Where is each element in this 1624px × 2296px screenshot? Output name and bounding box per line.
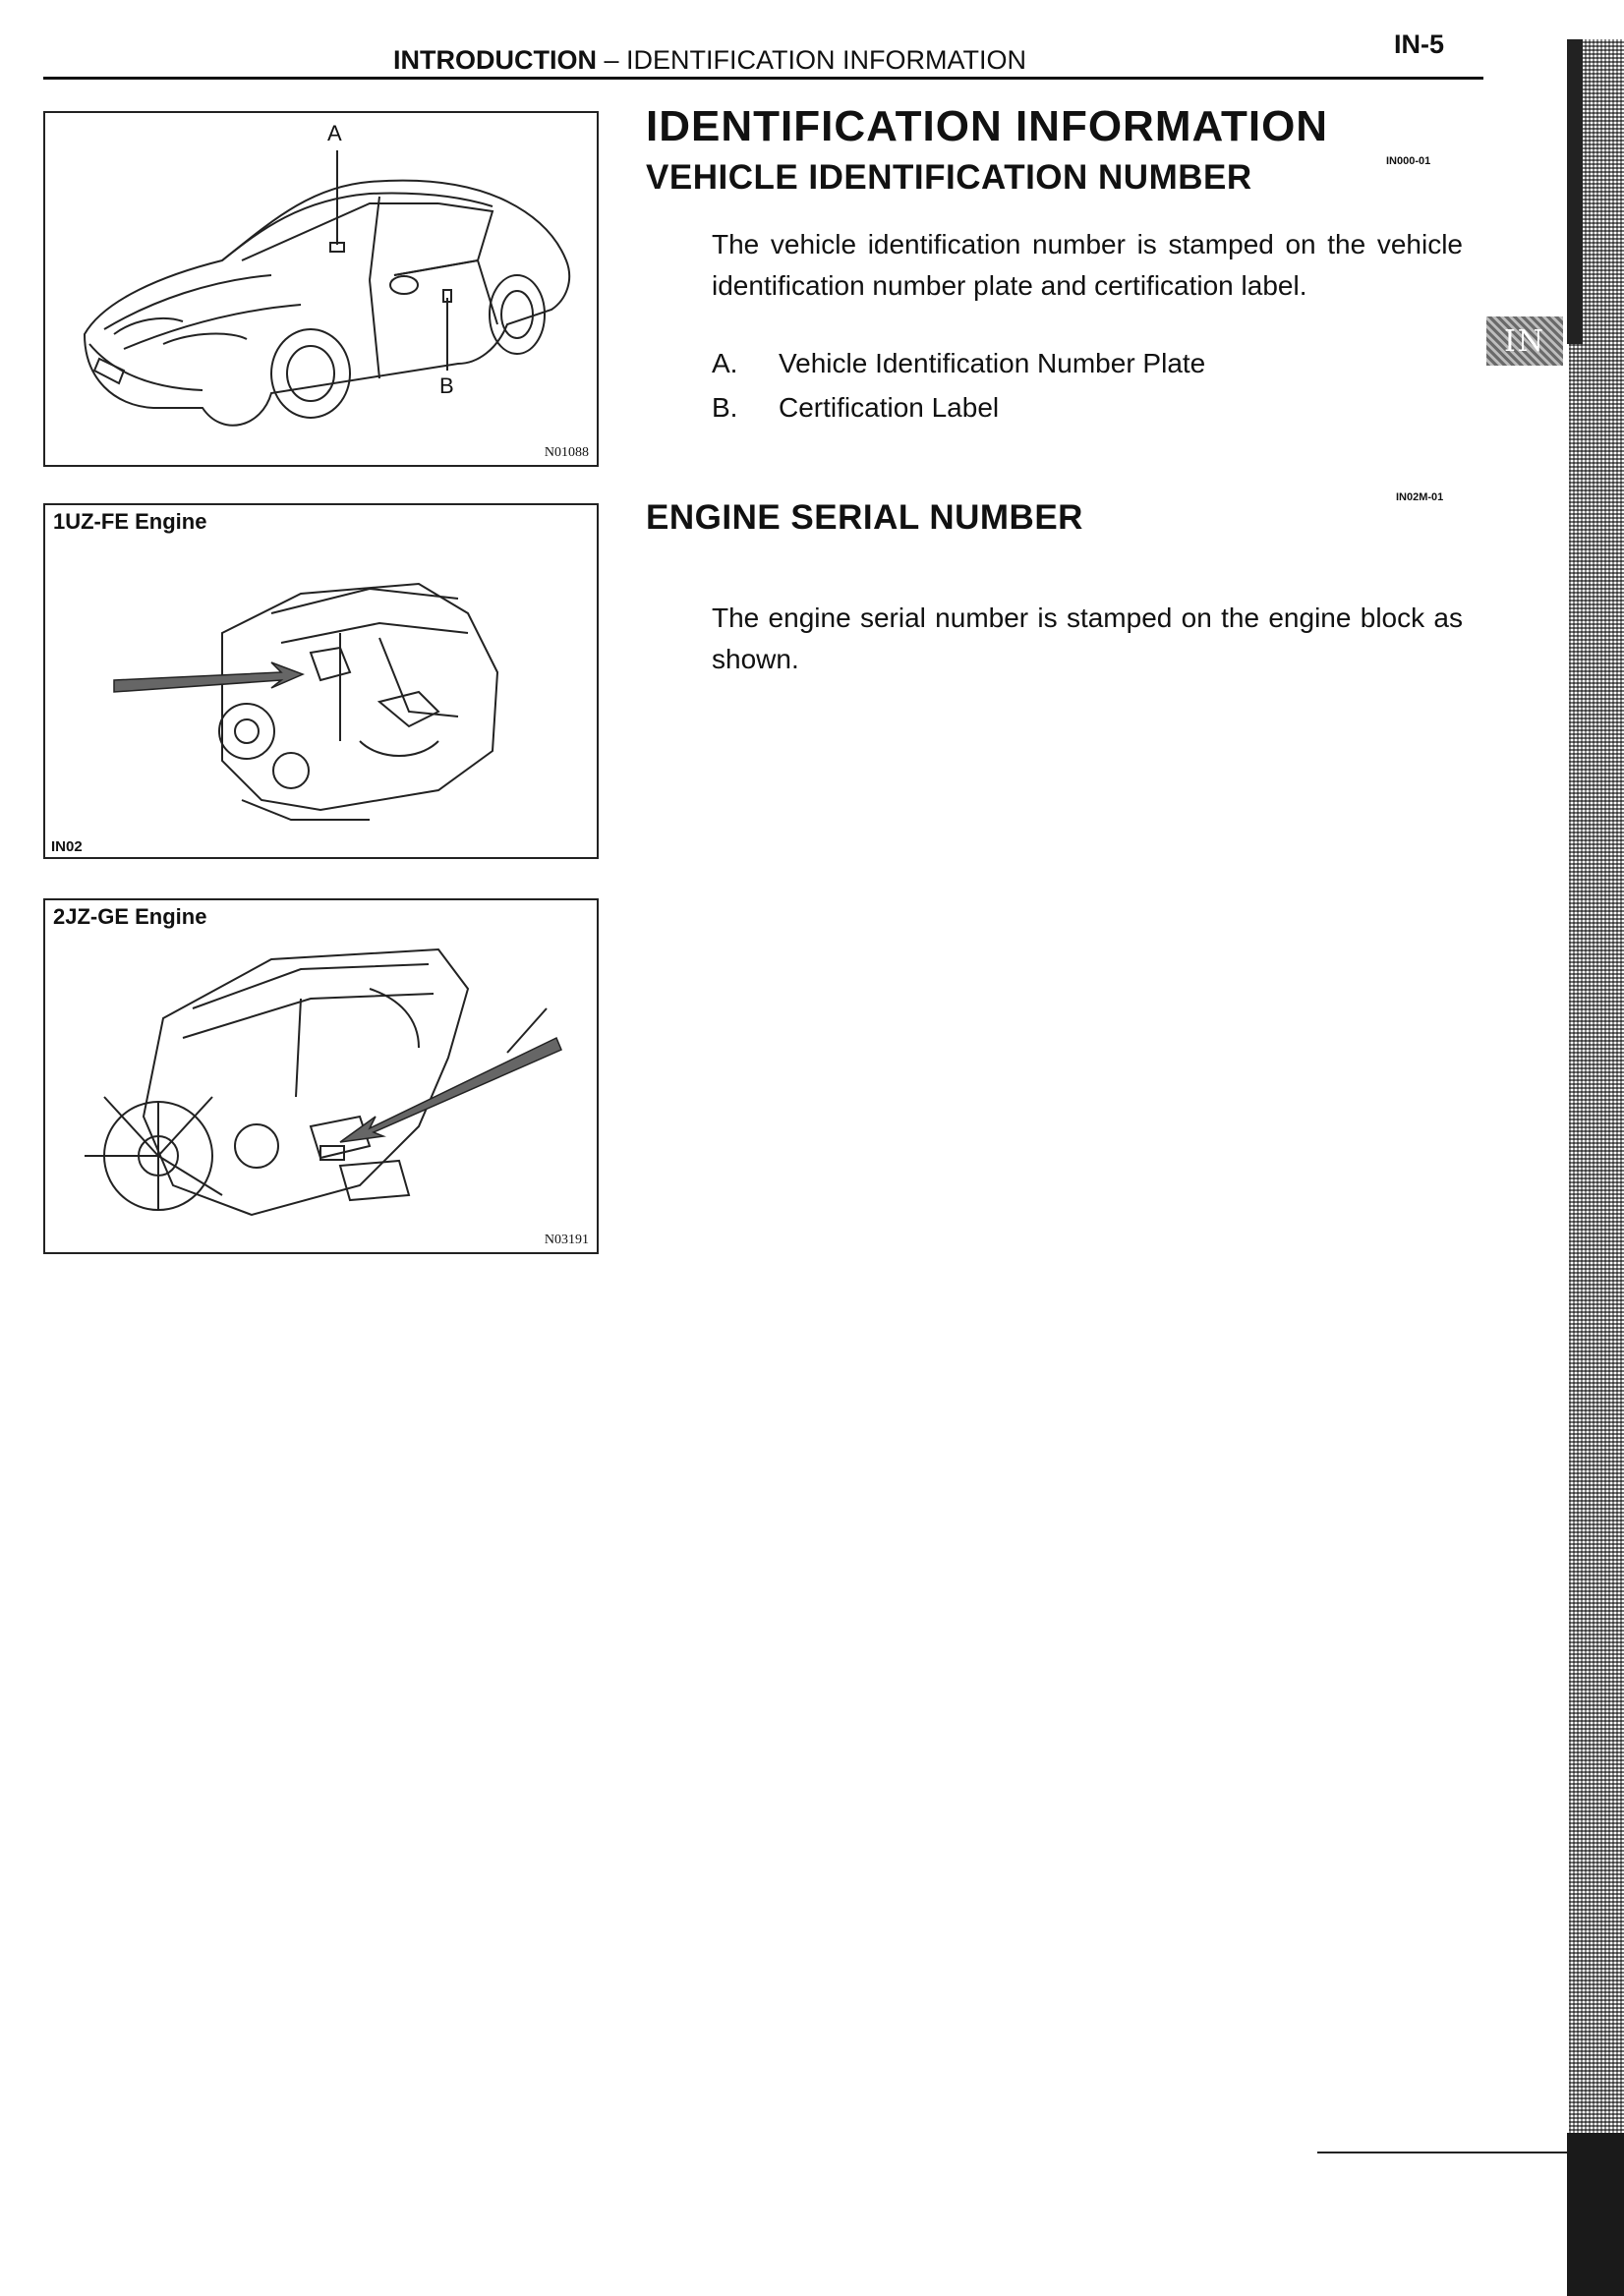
figure-code: N03191 bbox=[544, 1233, 589, 1247]
engine-serial-heading: ENGINE SERIAL NUMBER bbox=[646, 498, 1083, 537]
vin-paragraph: The vehicle identification number is stamped on the vehicle identification number plate and certification label. bbox=[712, 229, 1463, 301]
engine-2jz-illustration bbox=[45, 900, 597, 1252]
list-item-text: Vehicle Identification Number Plate bbox=[779, 348, 1206, 378]
running-header bbox=[393, 45, 1026, 76]
page-number: IN-5 bbox=[1394, 29, 1445, 59]
header-section: INTRODUCTION bbox=[393, 45, 597, 75]
reference-code: IN000-01 bbox=[1386, 155, 1431, 167]
figure-vehicle bbox=[43, 111, 599, 467]
callout-a: A bbox=[327, 121, 342, 145]
page-edge-bottom-band bbox=[1567, 2133, 1624, 2296]
reference-code: IN02M-01 bbox=[1396, 491, 1444, 503]
header-divider bbox=[43, 77, 1483, 80]
header-subsection: IDENTIFICATION INFORMATION bbox=[626, 45, 1026, 75]
figure-2jz-ge-engine bbox=[43, 898, 599, 1254]
list-item-text: Certification Label bbox=[779, 392, 1000, 423]
engine-serial-paragraph: The engine serial number is stamped on the engine block as shown. bbox=[712, 603, 1463, 674]
figure-1uz-fe-engine bbox=[43, 503, 599, 859]
figure-caption: 2JZ-GE Engine bbox=[53, 904, 207, 929]
list-item-letter: B. bbox=[712, 392, 738, 423]
page-edge-scan-artifact bbox=[1569, 39, 1624, 2296]
car-illustration bbox=[45, 113, 597, 465]
vin-heading: VEHICLE IDENTIFICATION NUMBER bbox=[646, 158, 1252, 197]
list-item bbox=[712, 341, 1205, 385]
vin-locations-list bbox=[712, 341, 1205, 430]
header-separator: – bbox=[596, 45, 627, 75]
list-item bbox=[712, 385, 1205, 430]
callout-b: B bbox=[439, 373, 454, 398]
figure-code: N01088 bbox=[544, 445, 589, 460]
page-edge-dark-band bbox=[1567, 39, 1583, 344]
section-thumb-tab: IN bbox=[1486, 316, 1563, 366]
figure-caption: 1UZ-FE Engine bbox=[53, 509, 207, 534]
figure-code: IN02 bbox=[51, 838, 83, 855]
engine-1uz-illustration bbox=[45, 505, 597, 857]
page-title: IDENTIFICATION INFORMATION bbox=[646, 102, 1329, 150]
footer-rule bbox=[1317, 2152, 1567, 2153]
list-item-letter: A. bbox=[712, 348, 738, 378]
